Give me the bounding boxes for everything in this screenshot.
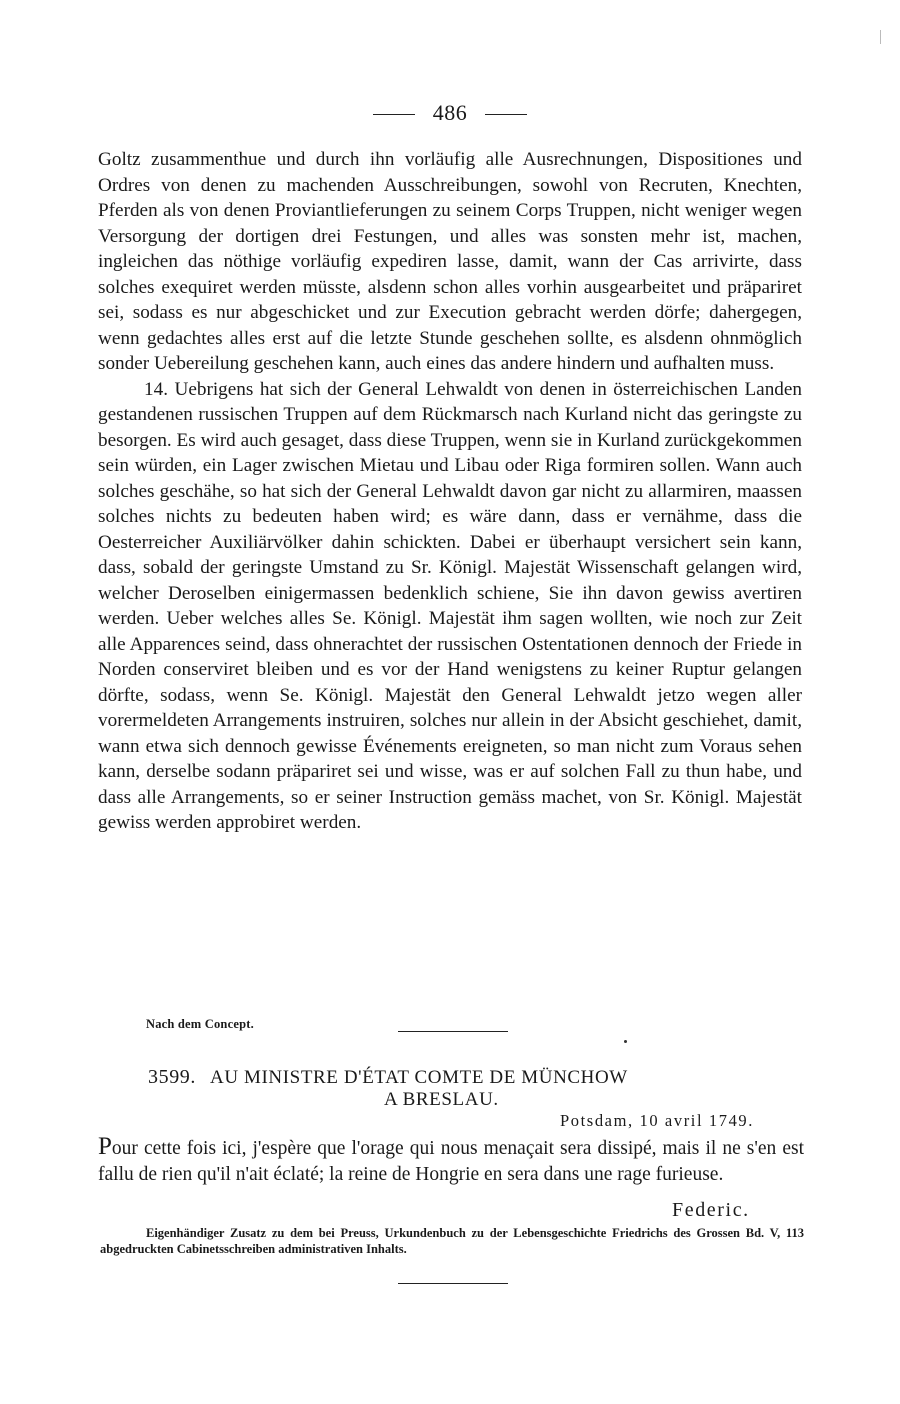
heading-line-2: A BRESLAU. bbox=[384, 1089, 499, 1110]
signature: Federic. bbox=[672, 1199, 750, 1221]
end-divider bbox=[398, 1283, 508, 1284]
main-text bbox=[98, 147, 802, 836]
document-number: 3599. bbox=[148, 1066, 196, 1088]
footnote-text: Eigenhändiger Zusatz zu dem bei Preuss, Urkundenbuch zu der Lebensgeschichte Friedrichs des Grossen Bd. V, 113 abgedruckten Cabinetsschreiben administrativen Inhalts. bbox=[100, 1226, 804, 1256]
letter-initial: P bbox=[98, 1133, 112, 1160]
paragraph-14: 14. Uebrigens hat sich der General Lehwaldt von denen in österreichischen Landen gestandenen russischen Truppen auf dem Rückmarsch nach Kurland nicht das geringste zu besorgen. Es wird auch gesaget, dass diese Truppen, wenn sie in Kurland zurückgekommen sein würden, ein Lager zwischen Mietau und Libau oder Riga formiren sollen. Wann auch solches geschähe, so hat sich der General Lehwaldt davon gar nicht zu allarmiren, maassen solches nichts zu bedeuten haben wird; es wäre dann, dass er vernähme, dass die Oesterreicher Auxiliärvölker dahin schickten. Dabei er überhaupt versichert sein kann, dass, sobald der geringste Umstand zu Sr. Königl. Majestät Wissenschaft gelangen wird, welcher Deroselben einigermassen bedenklich schiene, Sie ihn davon gewiss avertiren werden. Ueber welches alles Se. Königl. Majestät ihm sagen wollten, wie noch zur Zeit alle Apparences seind, dass ohnerachtet der russischen Ostentationen dennoch der Friede in Norden conserviret bleiben und es vor der Hand wenigstens zu keiner Ruptur gelangen dörfte, sodass, wenn Se. Königl. Majestät den General Lehwaldt jetzo wegen aller vorermeldeten Arrangements instruiren, solches nur allein in der Absicht geschiehet, damit, wann etwa sich dennoch gewisse Événements ereigneten, so man nicht zum Voraus sehen kann, derselbe sodann präpariret sei und wisse, was er auf solchen Fall zu thun habe, und dass alle Arrangements, so er seiner Instruction gemäss machet, von Sr. Königl. Majestät gewiss werden approbiret werden. bbox=[98, 378, 802, 833]
letter-text bbox=[98, 1134, 804, 1188]
letter-body: our cette fois ici, j'espère que l'orage qui nous menaçait sera dissipé, mais il ne s'en est fallu de rien qu'il n'ait éclaté; la reine de Hongrie en sera dans une rage furieuse. bbox=[98, 1138, 804, 1185]
section-divider bbox=[398, 1031, 508, 1032]
dateline: Potsdam, 10 avril 1749. bbox=[560, 1111, 755, 1130]
page-number: 486 bbox=[432, 100, 468, 125]
heading-line-1: AU MINISTRE D'ÉTAT COMTE DE MÜNCHOW bbox=[210, 1067, 628, 1088]
header-dash-right bbox=[485, 114, 527, 115]
source-note: Nach dem Concept. bbox=[146, 1017, 254, 1031]
footnote bbox=[100, 1226, 804, 1257]
edge-mark bbox=[880, 30, 881, 44]
printer-dot bbox=[624, 1040, 627, 1043]
paragraph-continued: Goltz zusammenthue und durch ihn vorläufig alle Ausrechnungen, Dispositiones und Ordres von denen zu machenden Ausschreibungen, sowohl von Recruten, Knechten, Pferden als von denen Proviantlieferungen zu seinem Corps Truppen, nicht weniger wegen Versorgung der dortigen drei Festungen, und alles was sonsten mehr ist, machen, ingleichen das nöthige vorläufig expediren lasse, damit, wann der Cas arrivirte, dass solches exequiret werden müsste, alsdenn schon alles vorhin ausgearbeitet und präpariret sei, sodass es nur abgeschicket und zur Execution gebracht werden dörfe; dahergegen, wenn gedachtes alles erst auf die letzte Stunde geschehen sollte, es alsdenn ohnmöglich sonder Uebereilung geschehen kann, auch eines das andere hindern und aufhalten muss. bbox=[98, 149, 802, 374]
header-dash-left bbox=[373, 114, 415, 115]
document-heading bbox=[148, 1066, 768, 1111]
page-header bbox=[0, 100, 900, 126]
